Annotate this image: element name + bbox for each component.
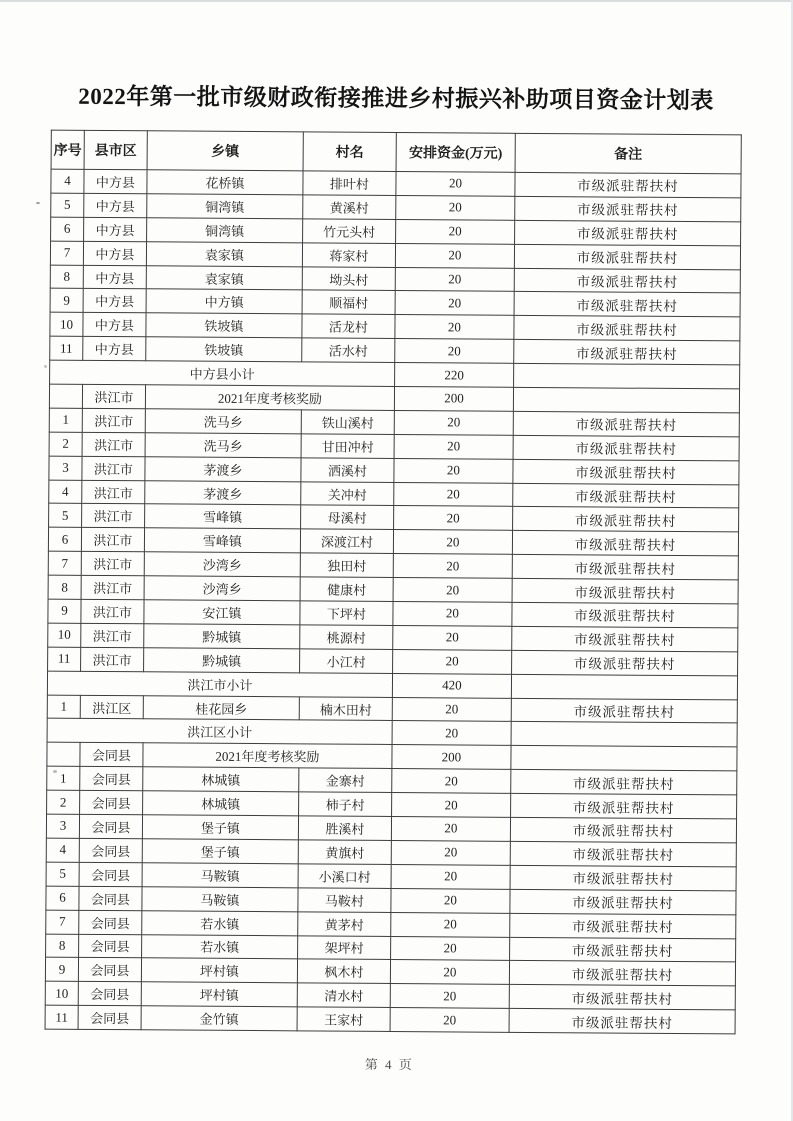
table-cell: 2 xyxy=(47,790,80,814)
table-cell: 20 xyxy=(391,817,510,842)
table-cell: 楠木田村 xyxy=(299,696,392,721)
table-cell: 洪江市 xyxy=(81,575,144,599)
table-cell: 2 xyxy=(49,432,82,456)
table-cell: 20 xyxy=(394,506,513,531)
table-cell: 黄茅村 xyxy=(298,911,391,936)
table-cell: 铜湾镇 xyxy=(147,218,303,243)
table-cell: 1 xyxy=(49,408,82,432)
table-cell: 5 xyxy=(46,862,79,886)
table-cell: 母溪村 xyxy=(301,505,394,530)
table-cell xyxy=(49,384,82,408)
table-cell: 20 xyxy=(393,530,512,555)
scan-speck xyxy=(36,202,40,204)
table-cell: 柿子村 xyxy=(299,792,392,817)
table-cell: 11 xyxy=(45,1005,78,1029)
table-cell: 胜溪村 xyxy=(298,816,391,841)
table-header-row xyxy=(51,130,741,174)
page-footer: 第 4 页 xyxy=(364,1056,414,1073)
table-cell: 市级派驻帮扶村 xyxy=(511,770,737,795)
table-cell: 健康村 xyxy=(300,577,393,602)
table-cell: 洪江区 xyxy=(80,695,143,719)
table-cell: 沙湾乡 xyxy=(144,552,300,577)
table-cell: 20 xyxy=(392,793,511,818)
table-cell: 架坪村 xyxy=(298,935,391,960)
table-cell: 20 xyxy=(391,912,510,937)
table-cell: 洪江市 xyxy=(82,504,145,528)
table-cell: 王家村 xyxy=(297,1007,390,1032)
table-cell: 洪江市 xyxy=(81,552,144,576)
table-cell: 金竹镇 xyxy=(141,1006,297,1031)
table-cell: 会同县 xyxy=(78,1005,141,1029)
table-cell: 独田村 xyxy=(300,553,393,578)
table-header-row xyxy=(51,130,741,174)
table-cell: 黄溪村 xyxy=(303,195,396,220)
table-cell: 林城镇 xyxy=(143,791,299,816)
table-cell: 雪峰镇 xyxy=(145,504,301,529)
table-cell: 下坪村 xyxy=(300,601,393,626)
table-cell: 20 xyxy=(394,434,513,459)
table-cell: 中方县小计 xyxy=(50,360,395,386)
table-cell: 6 xyxy=(46,886,79,910)
table-cell: 关冲村 xyxy=(301,481,394,506)
table-cell: 洗马乡 xyxy=(145,409,301,434)
table-cell: 20 xyxy=(395,291,514,316)
table-cell: 中方县 xyxy=(84,169,147,193)
table-cell: 20 xyxy=(392,769,511,794)
table-cell: 4 xyxy=(51,169,84,193)
table-cell: 10 xyxy=(48,623,81,647)
scan-speck xyxy=(44,365,47,368)
table-cell: 220 xyxy=(395,363,514,388)
document-sheet xyxy=(44,0,741,1075)
table-cell: 中方县 xyxy=(84,217,147,241)
table-cell: 铁坡镇 xyxy=(146,337,302,362)
table-cell: 中方镇 xyxy=(146,289,302,314)
table-cell: 市级派驻帮扶村 xyxy=(509,985,735,1010)
table-cell: 洪江市 xyxy=(82,384,145,408)
table-cell: 1 xyxy=(47,766,80,790)
table-cell: 7 xyxy=(50,241,83,265)
table-cell: 洪江市 xyxy=(81,647,144,671)
table-cell: 市级派驻帮扶村 xyxy=(513,411,739,436)
table-cell: 会同县 xyxy=(78,958,141,982)
table-cell: 黔城镇 xyxy=(144,624,300,649)
table-cell: 200 xyxy=(392,745,511,770)
table-cell: 4 xyxy=(49,480,82,504)
table-cell: 20 xyxy=(394,458,513,483)
table-cell: 11 xyxy=(48,647,81,671)
table-row xyxy=(45,1005,735,1034)
table-cell: 洪江市 xyxy=(82,408,145,432)
table-cell: 市级派驻帮扶村 xyxy=(512,602,738,627)
table-cell: 市级派驻帮扶村 xyxy=(515,172,741,197)
table-cell: 市级派驻帮扶村 xyxy=(509,1008,735,1033)
column-header: 备注 xyxy=(515,133,741,174)
table-cell: 20 xyxy=(391,888,510,913)
table-cell: 中方县 xyxy=(83,265,146,289)
table-cell: 金寨村 xyxy=(299,768,392,793)
table-cell: 市级派驻帮扶村 xyxy=(513,459,739,484)
table-cell: 会同县 xyxy=(80,790,143,814)
table-cell: 铁坡镇 xyxy=(146,313,302,338)
table-cell: 20 xyxy=(390,984,509,1009)
table-cell xyxy=(513,387,739,412)
table-cell: 20 xyxy=(391,864,510,889)
table-cell: 桂花园乡 xyxy=(143,695,299,720)
table-cell: 洪江区小计 xyxy=(47,719,392,745)
table-cell: 市级派驻帮扶村 xyxy=(515,220,741,245)
table-cell: 2021年度考核奖励 xyxy=(145,385,394,411)
table-cell: 堡子镇 xyxy=(142,815,298,840)
table-cell: 20 xyxy=(393,649,512,674)
table-cell: 20 xyxy=(392,721,511,746)
table-cell: 坳头村 xyxy=(302,266,395,291)
table-cell: 4 xyxy=(46,838,79,862)
table-cell: 20 xyxy=(393,554,512,579)
column-header: 序号 xyxy=(51,130,84,169)
table-cell: 20 xyxy=(393,578,512,603)
table-cell: 市级派驻帮扶村 xyxy=(515,196,741,221)
table-cell: 雪峰镇 xyxy=(144,528,300,553)
table-cell: 市级派驻帮扶村 xyxy=(512,578,738,603)
table-cell: 枫木村 xyxy=(297,959,390,984)
table-cell: 会同县 xyxy=(79,862,142,886)
table-cell: 中方县 xyxy=(83,313,146,337)
table-cell: 10 xyxy=(50,312,83,336)
table-cell: 20 xyxy=(391,840,510,865)
table-cell: 8 xyxy=(46,934,79,958)
table-cell: 会同县 xyxy=(79,886,142,910)
table-cell: 中方县 xyxy=(83,241,146,265)
table-cell: 马鞍镇 xyxy=(142,886,298,911)
table-cell xyxy=(514,363,740,388)
table-cell: 洪江市 xyxy=(82,456,145,480)
table-cell: 市级派驻帮扶村 xyxy=(510,817,736,842)
table-cell: 20 xyxy=(395,267,514,292)
table-cell: 7 xyxy=(48,551,81,575)
table-cell: 顺福村 xyxy=(302,290,395,315)
table-cell: 若水镇 xyxy=(142,910,298,935)
table-cell: 8 xyxy=(50,265,83,289)
table-cell: 袁家镇 xyxy=(146,241,302,266)
table-cell: 会同县 xyxy=(79,814,142,838)
table-cell: 马鞍镇 xyxy=(142,863,298,888)
table-cell: 排叶村 xyxy=(303,171,396,196)
table-cell: 会同县 xyxy=(79,910,142,934)
table-cell: 茅渡乡 xyxy=(145,456,301,481)
table-cell: 洪江市 xyxy=(81,599,144,623)
table-cell: 200 xyxy=(394,387,513,412)
table-cell: 3 xyxy=(46,814,79,838)
table-cell: 20 xyxy=(395,339,514,364)
column-header: 安排资金(万元) xyxy=(396,133,515,173)
table-cell: 1 xyxy=(47,695,80,719)
table-cell: 市级派驻帮扶村 xyxy=(513,507,739,532)
table-cell: 20 xyxy=(391,936,510,961)
table-cell: 袁家镇 xyxy=(146,265,302,290)
table-cell: 20 xyxy=(392,697,511,722)
table-cell: 黔城镇 xyxy=(144,648,300,673)
table-cell: 市级派驻帮扶村 xyxy=(511,793,737,818)
table-cell: 花桥镇 xyxy=(147,170,303,195)
table-cell xyxy=(511,722,737,747)
table-cell: 7 xyxy=(46,910,79,934)
table-cell: 5 xyxy=(51,193,84,217)
table-cell: 洪江市 xyxy=(82,432,145,456)
table-cell: 10 xyxy=(45,981,78,1005)
table-cell: 市级派驻帮扶村 xyxy=(514,292,740,317)
table-cell: 市级派驻帮扶村 xyxy=(514,268,740,293)
table-cell: 20 xyxy=(395,243,514,268)
column-header: 村名 xyxy=(303,132,396,172)
table-cell: 5 xyxy=(49,504,82,528)
table-cell: 马鞍村 xyxy=(298,888,391,913)
table-cell: 8 xyxy=(48,575,81,599)
table-cell: 洪江市 xyxy=(81,623,144,647)
table-cell: 活龙村 xyxy=(302,314,395,339)
table-cell: 会同县 xyxy=(78,982,141,1006)
table-cell: 深渡江村 xyxy=(300,529,393,554)
table-cell: 420 xyxy=(392,673,511,698)
table-cell: 9 xyxy=(48,599,81,623)
table-cell: 坪村镇 xyxy=(141,982,297,1007)
table-cell: 若水镇 xyxy=(142,934,298,959)
table-cell: 市级派驻帮扶村 xyxy=(510,865,736,890)
table-cell: 9 xyxy=(50,289,83,313)
table-cell xyxy=(511,674,737,699)
table-cell: 20 xyxy=(396,219,515,244)
table-cell: 中方县 xyxy=(83,337,146,361)
page-title: 2022年第一批市级财政衔接推进乡村振兴补助项目资金计划表 xyxy=(78,83,714,114)
table-cell: 竹元头村 xyxy=(303,219,396,244)
table-cell: 黄旗村 xyxy=(298,840,391,865)
table-cell: 活水村 xyxy=(302,338,395,363)
table-cell: 安江镇 xyxy=(144,600,300,625)
table-cell: 20 xyxy=(393,602,512,627)
table-cell: 清水村 xyxy=(297,983,390,1008)
table-cell: 洪江市 xyxy=(82,480,145,504)
table-cell: 市级派驻帮扶村 xyxy=(511,698,737,723)
table-cell: 20 xyxy=(390,1008,509,1033)
table-cell: 市级派驻帮扶村 xyxy=(510,841,736,866)
table-cell: 市级派驻帮扶村 xyxy=(514,316,740,341)
table-cell: 市级派驻帮扶村 xyxy=(513,483,739,508)
table-cell: 20 xyxy=(394,482,513,507)
column-header: 县市区 xyxy=(84,130,147,169)
table-cell: 会同县 xyxy=(79,838,142,862)
table-cell: 洒溪村 xyxy=(301,458,394,483)
table-cell: 林城镇 xyxy=(143,767,299,792)
table-cell: 11 xyxy=(50,336,83,360)
table-cell: 2021年度考核奖励 xyxy=(143,743,392,769)
table-cell: 洪江市 xyxy=(81,528,144,552)
table-cell: 20 xyxy=(390,960,509,985)
table-cell: 20 xyxy=(395,315,514,340)
table-cell: 蒋家村 xyxy=(302,243,395,268)
table-cell: 铁山溪村 xyxy=(301,410,394,435)
table-cell: 20 xyxy=(393,625,512,650)
table-cell: 小溪口村 xyxy=(298,864,391,889)
table-cell: 6 xyxy=(48,527,81,551)
table-cell: 小江村 xyxy=(300,649,393,674)
table-cell: 市级派驻帮扶村 xyxy=(513,435,739,460)
table-cell: 会同县 xyxy=(79,934,142,958)
table-cell xyxy=(511,746,737,771)
table-cell: 市级派驻帮扶村 xyxy=(509,961,735,986)
table-cell: 会同县 xyxy=(80,767,143,791)
table-cell: 茅渡乡 xyxy=(145,480,301,505)
table-cell: 中方县 xyxy=(84,193,147,217)
table-cell: 市级派驻帮扶村 xyxy=(512,650,738,675)
table-cell: 洗马乡 xyxy=(145,433,301,458)
table-cell: 市级派驻帮扶村 xyxy=(510,889,736,914)
table-cell: 市级派驻帮扶村 xyxy=(512,555,738,580)
table-cell: 坪村镇 xyxy=(141,958,297,983)
fund-plan-table xyxy=(45,130,742,1035)
table-cell: 堡子镇 xyxy=(142,839,298,864)
table-cell: 沙湾乡 xyxy=(144,576,300,601)
table-cell: 20 xyxy=(396,172,515,197)
table-cell: 市级派驻帮扶村 xyxy=(514,340,740,365)
table-cell: 20 xyxy=(396,195,515,220)
table-cell: 市级派驻帮扶村 xyxy=(512,531,738,556)
column-header: 乡镇 xyxy=(147,131,303,171)
table-cell: 市级派驻帮扶村 xyxy=(510,913,736,938)
table-cell: 9 xyxy=(45,957,78,981)
table-cell: 20 xyxy=(394,410,513,435)
table-cell: 甘田冲村 xyxy=(301,434,394,459)
table-cell: 6 xyxy=(51,217,84,241)
table-body xyxy=(45,169,741,1034)
table-cell: 桃源村 xyxy=(300,625,393,650)
table-cell: 铜湾镇 xyxy=(147,194,303,219)
table-cell: 市级派驻帮扶村 xyxy=(512,626,738,651)
table-cell: 3 xyxy=(49,456,82,480)
table-cell: 市级派驻帮扶村 xyxy=(514,244,740,269)
table-cell: 会同县 xyxy=(80,743,143,767)
table-cell: 市级派驻帮扶村 xyxy=(510,937,736,962)
table-cell xyxy=(47,742,80,766)
table-cell: 洪江市小计 xyxy=(47,671,392,697)
table-cell: 中方县 xyxy=(83,289,146,313)
